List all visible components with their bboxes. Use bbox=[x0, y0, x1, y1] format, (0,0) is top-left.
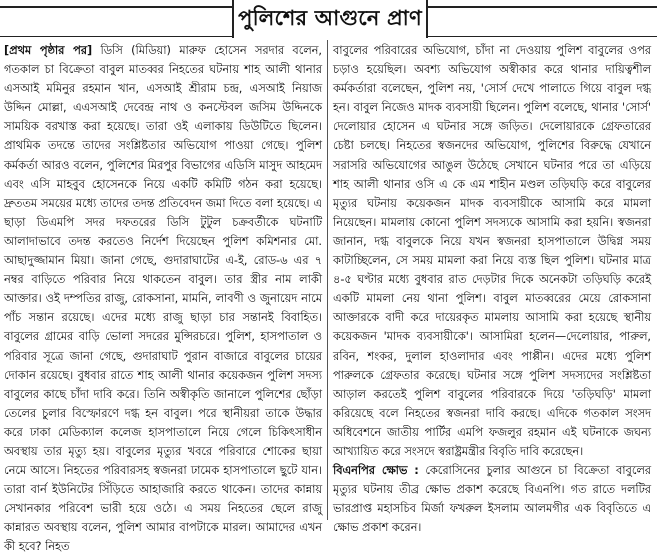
right-body-text: বাবুলের পরিবারের অভিযোগ, চাঁদা না দেওয়ায় পুলিশ বাবুলের ওপর চড়াও হয়েছিল। অবশ্য অভিযোগ অস্বীকার করে থানার দায়িত্বশীল কর্মকর্তারা বলেছেন, পুলিশ নয়, 'সোর্স দেখে পালাতে গিয়ে বাবুল দগ্ধ হন। বাবুল নিজেও মাদক ব্যবসায়ী ছিলেন। পুলিশ বলেছে, থানার 'সোর্স' দেলোয়ার হোসেন এ ঘটনার সঙ্গে জড়িত। দেলোয়ারকে গ্রেফতারের চেষ্টা চলছে। নিহতের স্বজনদের অভিযোগ, পুলিশের বিরুদ্ধে যেখানে সরাসরি অভিযোগের আঙুল উঠেছে সেখানে ঘটনার পরে তা এড়িয়ে শাহ আলী থানার ওসি এ কে এম শাহীন মণ্ডল তড়িঘড়ি করে বাবুলের মৃত্যুর ঘটনায় কয়েকজন মাদক ব্যবসায়ীকে আসামি করে মামলা নিয়েছেন। মামলায় কোনো পুলিশ সদস্যকে আসামি করা হয়নি। স্বজনরা জানান, দগ্ধ বাবুলকে নিয়ে যখন স্বজনরা হাসপাতালে উদ্বিগ্ন সময় কাটাচ্ছিলেন, সে সময় মামলা করা নিয়ে ব্যস্ত ছিল পুলিশ। ঘটনার মাত্র ৪-৫ ঘণ্টার মধ্যে বুধবার রাত দেড়টার দিকে অনেকটা তড়িঘড়ি করেই একটি মামলা নেয় থানা পুলিশ। বাবুল মাতব্বরের মেয়ে রোকসানা আক্তারকে বাদী করে দায়েরকৃত মামলায় আসামি করা হয়েছে স্থানীয় কয়েকজন 'মাদক ব্যবসায়ীকে'। আসামিরা হলেন—দেলোয়ার, পারুল, রবিন, শংকর, দুলাল হাওলাদার এবং পাপ্পীন। এদের মধ্যে পুলিশ পারুলকে গ্রেফতার করেছে। ঘটনার সঙ্গে পুলিশ সদস্যদের সংশ্লিষ্টতা আড়াল করতেই পুলিশ বাবুলের পরিবারকে দিয়ে 'তড়িঘড়ি' মামলা করিয়েছে বলে নিহতের স্বজনরা দাবি করছে। এদিকে গতকাল সংসদ অধিবেশনে জাতীয় পার্টির এমপি ফজলুর রহমান এই ঘটনাকে জঘন্য আখ্যায়িত করে সংসদে স্বরাষ্ট্রমন্ত্রীর বিবৃতি দাবি করেছেন। bbox=[333, 44, 651, 458]
column-divider bbox=[327, 40, 328, 520]
bnp-subhead: বিএনপির ক্ষোভ : bbox=[333, 464, 419, 478]
headline-box bbox=[232, 0, 428, 38]
left-body-text: ডিসি (মিডিয়া) মারুফ হোসেন সরদার বলেন, গতকাল চা বিক্রেতা বাবুল মাতব্বর নিহতের ঘটনায় শাহ আলী থানার এসআই মমিনুর রহমান খান, এসআই শ্রীরাম চন্দ্র, এসআই নিয়াজ উদ্দিন মোল্লা, এএসআই দেবেন্দ্র নাথ ও কনস্টেবল জসিম উদ্দিনকে সাময়িক বরখাস্ত করা হয়েছে। তারা ওই এলাকায় ডিউটিতে ছিলেন। প্রাথমিক তদন্তে তাদের সংশ্লিষ্টতার অভিযোগ পাওয়া গেছে। পুলিশ কর্মকর্তা আরও বলেন, পুলিশের মিরপুর বিভাগের এডিসি মাসুদ আহমেদ এবং এসি মাহবুব হোসেনকে নিয়ে একটি কমিটি গঠন করা হয়েছে। দ্রুততম সময়ের মধ্যে তাদের তদন্ত প্রতিবেদন জমা দিতে বলা হয়েছে। এ ছাড়া ডিএমপি সদর দফতরের ডিসি টুটুল চক্রবর্তীকে ঘটনাটি আলাদাভাবে তদন্ত করতেও নির্দেশ দিয়েছেন পুলিশ কমিশনার মো. আছাদুজ্জামান মিয়া। জানা গেছে, গুদারাঘাটের এ-ই, রোড-৬ এর ৭ নম্বর বাড়িতে পরিবার নিয়ে থাকতেন বাবুল। তার স্ত্রীর নাম লাকী আক্তার। ওই দম্পতির রাজু, রোকসানা, মামনি, লাবণী ও জুনায়েদ নামে পাঁচ সন্তান রয়েছে। এদের মধ্যে রাজু ছাড়া চার সন্তানই বিবাহিত। বাবুলের গ্রামের বাড়ি ভোলা সদরের মুন্সিরচরে। পুলিশ, হাসপাতাল ও পরিবার সূত্রে জানা গেছে, গুদারাঘাট পুরান বাজারে বাবুলের চায়ের দোকান রয়েছে। বুধবার রাতে শাহ আলী থানার কয়েকজন পুলিশ সদস্য বাবুলের কাছে চাঁদা দাবি করে। তিনি অস্বীকৃতি জানালে পুলিশের ছোঁড়া তেলের চুলার বিস্ফোরণে দগ্ধ হন বাবুল। পরে স্থানীয়রা তাকে উদ্ধার করে ঢাকা মেডিক্যাল কলেজ হাসপাতালে নিয়ে গেলে চিকিৎসাধীন অবস্থায় তার মৃত্যু হয়। বাবুলের মৃত্যুর খবরে পরিবারে শোকের ছায়া নেমে আসে। নিহতের পরিবারসহ স্বজনরা ঢামেক হাসপাতালে ছুটে যান। তারা বার্ন ইউনিটের সিঁড়িতে আহাজারি করতে থাকেন। তাদের কান্নায় সেখানকার পরিবেশ ভারী হয়ে ওঠে। এ সময় নিহতের ছেলে রাজু কান্নারত অবস্থায় বলেন, পুলিশ আমার বাপটাকে মারল। আমাদের এখন কী হবে? নিহত bbox=[4, 44, 322, 554]
bnp-paragraph bbox=[333, 461, 651, 537]
bnp-body-text: কেরোসিনের চুলার আগুনে চা বিক্রেতা বাবুলের মৃত্যুর ঘটনায় তীব্র ক্ষোভ প্রকাশ করেছে বিএনপি। গত রাতে দলটির ভারপ্রাপ্ত মহাসচিব মির্জা ফখরুল ইসলাম আলমগীর এক বিবৃতিতে এ ক্ষোভ প্রকাশ করেন। bbox=[333, 464, 651, 535]
headline: পুলিশের আগুনে প্রাণ bbox=[238, 4, 422, 30]
right-paragraph bbox=[333, 41, 651, 461]
left-paragraph bbox=[4, 41, 322, 557]
continuation-marker: [প্রথম পৃষ্ঠার পর] bbox=[4, 44, 93, 57]
article-right-column bbox=[333, 41, 651, 535]
article-left-column bbox=[4, 41, 322, 554]
headline-banner bbox=[0, 0, 657, 38]
